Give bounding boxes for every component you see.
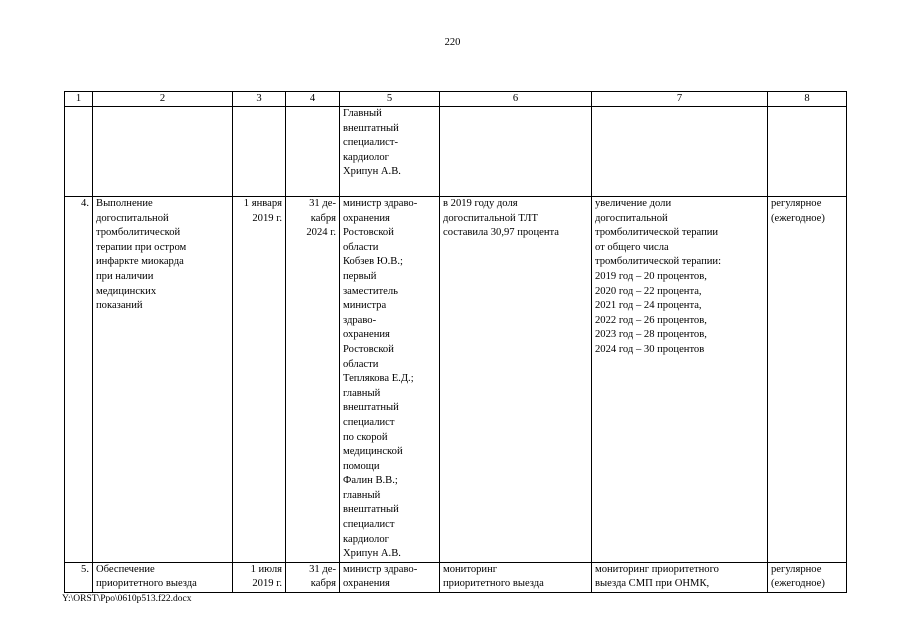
frequency-cell: регулярное (ежегодное) [768,197,847,563]
status-cell: в 2019 году доля догоспитальной ТЛТ составила 30,97 процента [440,197,592,563]
indicator-cell [592,107,768,197]
row-number-cell: 5. [65,562,93,592]
column-header: 4 [286,92,340,107]
file-path-footer: Y:\ORST\Ppo\0610p513.f22.docx [62,594,192,604]
column-header: 5 [340,92,440,107]
column-header: 6 [440,92,592,107]
responsible-cell: Главный внештатный специалист- кардиолог Хрипун А.В. [340,107,440,197]
frequency-cell [768,107,847,197]
row-number-cell: 4. [65,197,93,563]
start-date-cell [233,107,286,197]
responsible-cell: министр здраво- охранения [340,562,440,592]
end-date-cell: 31 де- кабря [286,562,340,592]
status-cell: мониторинг приоритетного выезда [440,562,592,592]
column-header: 1 [65,92,93,107]
start-date-cell: 1 января 2019 г. [233,197,286,563]
end-date-cell [286,107,340,197]
status-cell [440,107,592,197]
row-number-cell [65,107,93,197]
activity-cell [93,107,233,197]
indicator-cell: мониторинг приоритетного выезда СМП при ОНМК, [592,562,768,592]
indicator-cell: увеличение доли догоспитальной тромболитической терапии от общего числа тромболитической терапии: 2019 год – 20 процентов, 2020 год – 22 процента, 2021 год – 24 процента, 2022 год – 26 процентов, 2023 год – 28 процентов, 2024 год – 30 процентов [592,197,768,563]
start-date-cell: 1 июля 2019 г. [233,562,286,592]
table-row [65,197,847,563]
table-header-row [65,92,847,107]
frequency-cell: регулярное (ежегодное) [768,562,847,592]
column-header: 3 [233,92,286,107]
page-number: 220 [444,37,461,48]
column-header: 7 [592,92,768,107]
responsible-cell: министр здраво- охранения Ростовской области Кобзев Ю.В.; первый заместитель министра здраво- охранения Ростовской области Теплякова Е.Д.; главный внештатный специалист по скорой медицинской помощи Фалин В.В.; главный внештатный специалист кардиолог Хрипун А.В. [340,197,440,563]
column-header: 8 [768,92,847,107]
table-row [65,107,847,197]
measures-table [64,91,847,593]
table-row [65,562,847,592]
activity-cell: Выполнение догоспитальной тромболитической терапии при остром инфаркте миокарда при наличии медицинских показаний [93,197,233,563]
end-date-cell: 31 де- кабря 2024 г. [286,197,340,563]
activity-cell: Обеспечение приоритетного выезда [93,562,233,592]
column-header: 2 [93,92,233,107]
